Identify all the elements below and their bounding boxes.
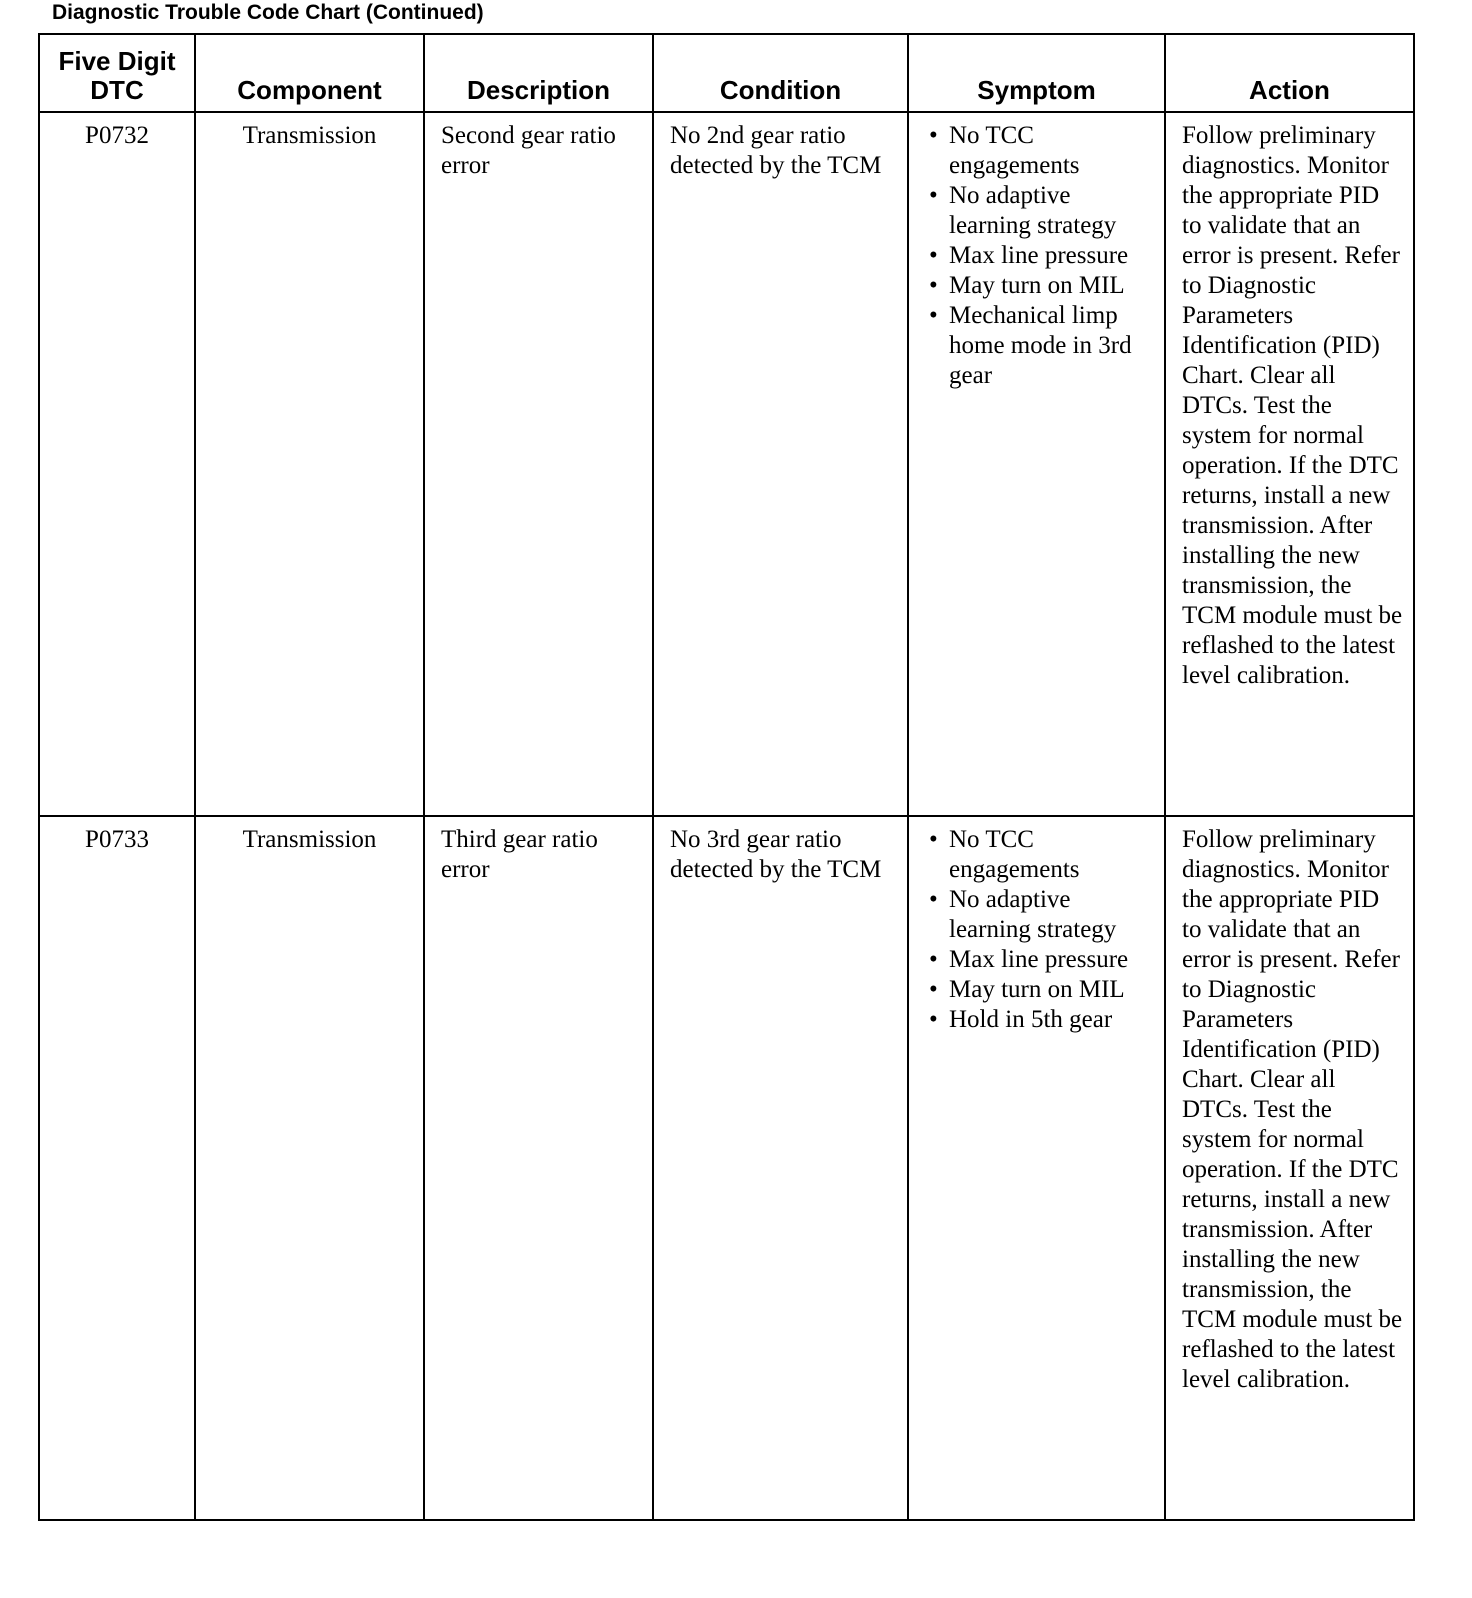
header-dtc-line2: DTC xyxy=(90,75,144,105)
bullet-icon: • xyxy=(929,302,938,329)
header-action: Action xyxy=(1165,34,1414,112)
description-cell: Second gear ratio error xyxy=(424,112,653,816)
bullet-icon: • xyxy=(929,946,938,973)
dtc-code-cell: P0733 xyxy=(39,816,195,1520)
symptom-item: • No adaptive learning strategy xyxy=(929,886,1117,943)
table-row xyxy=(39,112,1414,816)
bullet-icon: • xyxy=(929,826,938,853)
condition-cell: No 2nd gear ratio detected by the TCM xyxy=(653,112,908,816)
header-component: Component xyxy=(195,34,424,112)
symptom-cell xyxy=(908,816,1165,1520)
symptom-item: • No TCC engagements xyxy=(929,122,1080,179)
bullet-icon: • xyxy=(929,886,938,913)
symptom-item: • Max line pressure xyxy=(929,946,1129,973)
header-dtc xyxy=(39,34,195,112)
dtc-code-cell: P0732 xyxy=(39,112,195,816)
bullet-icon: • xyxy=(929,1006,938,1033)
bullet-icon: • xyxy=(929,182,938,209)
symptom-item: • Max line pressure xyxy=(929,242,1129,269)
symptom-item: • Hold in 5th gear xyxy=(929,1006,1113,1033)
component-cell: Transmission xyxy=(195,112,424,816)
condition-cell: No 3rd gear ratio detected by the TCM xyxy=(653,816,908,1520)
bullet-icon: • xyxy=(929,242,938,269)
chart-title: Diagnostic Trouble Code Chart (Continued) xyxy=(52,1,484,24)
table-row xyxy=(39,816,1414,1520)
symptom-item: • May turn on MIL xyxy=(929,272,1125,299)
header-row xyxy=(39,34,1414,112)
dtc-table xyxy=(38,33,1415,1521)
symptom-cell xyxy=(908,112,1165,816)
symptom-list xyxy=(925,825,1154,1035)
description-cell: Third gear ratio error xyxy=(424,816,653,1520)
component-cell: Transmission xyxy=(195,816,424,1520)
symptom-item: • No adaptive learning strategy xyxy=(929,182,1117,239)
symptom-item: • Mechanical limp home mode in 3rd gear xyxy=(929,302,1132,389)
bullet-icon: • xyxy=(929,122,938,149)
action-cell: Follow preliminary diagnostics. Monitor the appropriate PID to validate that an error is present. Refer to Diagnostic Parameters Identification (PID) Chart. Clear all DTCs. Test the system for normal operation. If the DTC returns, install a new transmission. After installing the new transmission, the TCM module must be reflashed to the latest level calibration. xyxy=(1165,816,1414,1520)
header-dtc-line1: Five Digit xyxy=(58,46,176,76)
bullet-icon: • xyxy=(929,272,938,299)
action-cell: Follow preliminary diagnostics. Monitor the appropriate PID to validate that an error is present. Refer to Diagnostic Parameters Identification (PID) Chart. Clear all DTCs. Test the system for normal operation. If the DTC returns, install a new transmission. After installing the new transmission, the TCM module must be reflashed to the latest level calibration. xyxy=(1165,112,1414,816)
bullet-icon: • xyxy=(929,976,938,1003)
symptom-item: • May turn on MIL xyxy=(929,976,1125,1003)
header-condition: Condition xyxy=(653,34,908,112)
symptom-item: • No TCC engagements xyxy=(929,826,1080,883)
header-description: Description xyxy=(424,34,653,112)
header-symptom: Symptom xyxy=(908,34,1165,112)
symptom-list xyxy=(925,121,1154,391)
